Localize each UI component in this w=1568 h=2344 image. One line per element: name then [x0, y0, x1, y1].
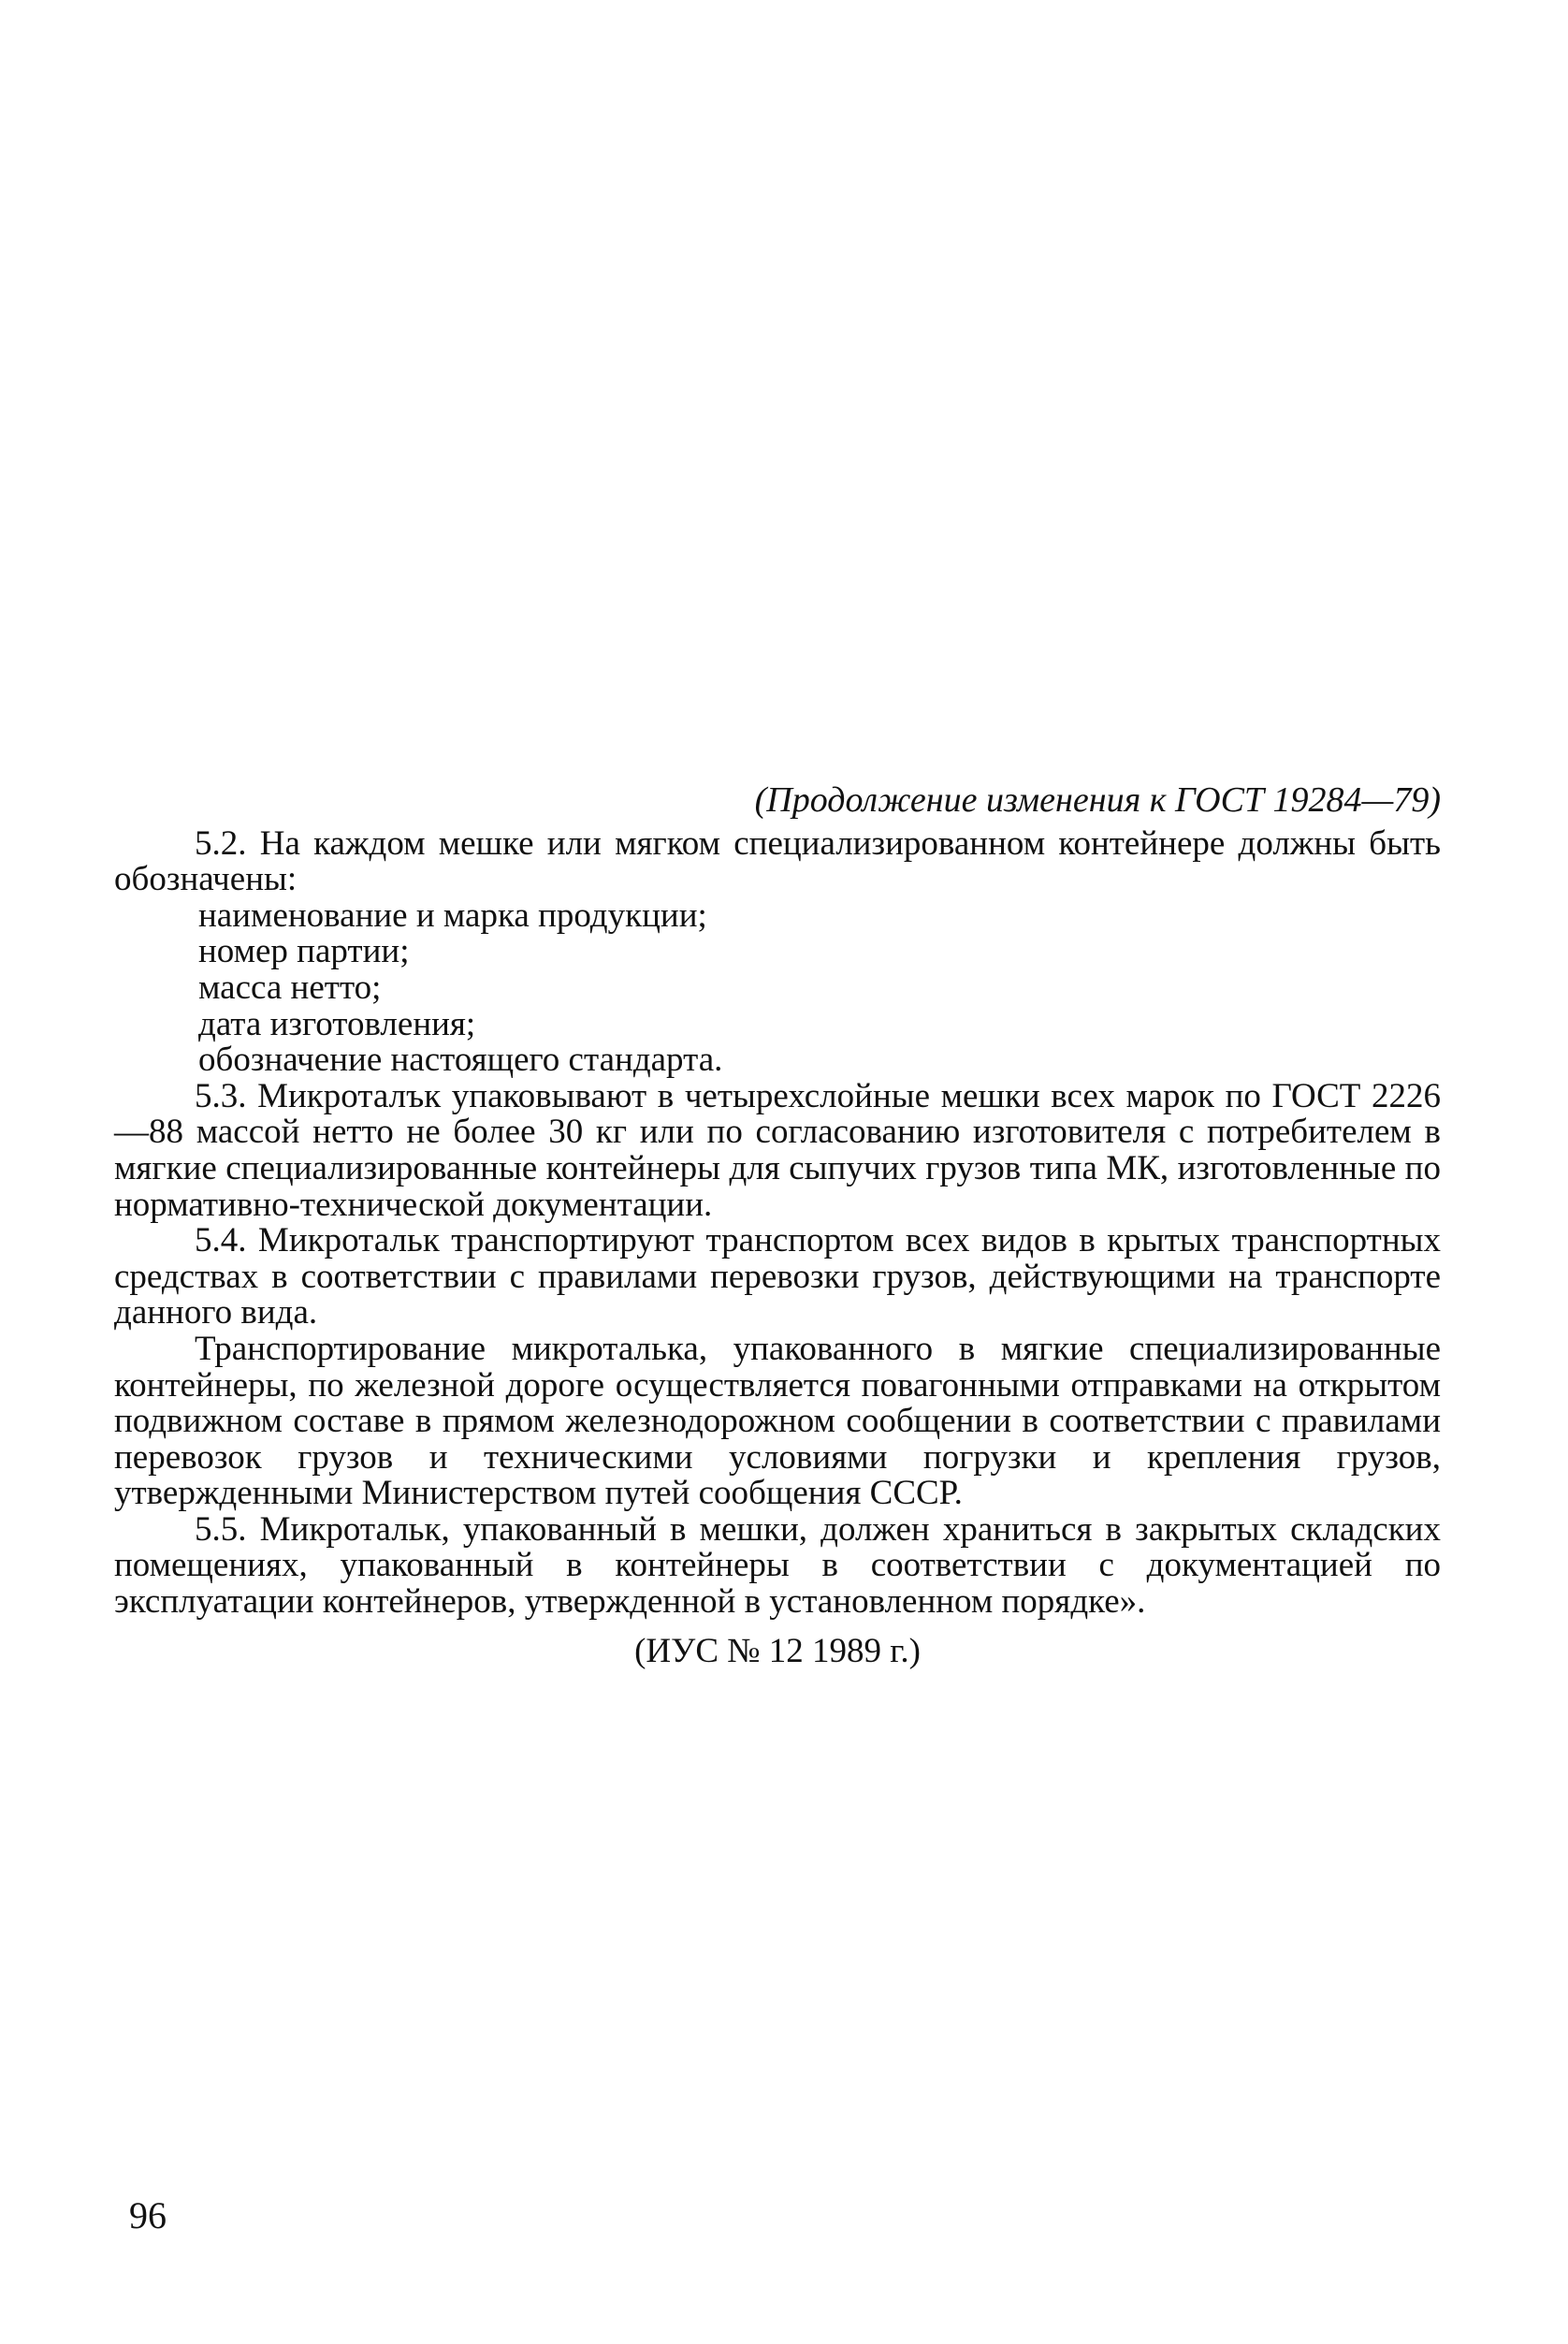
list-item: номер партии; [198, 932, 410, 971]
document-body [114, 782, 1441, 1669]
clause-5-2-intro: 5.2. На каждом мешке или мягком специализированном контейнере должны быть обозначены: [114, 823, 1441, 899]
list-item: наименование и марка продукции; [198, 895, 707, 935]
clause-5-4-continued: Транспортирование микроталька, упакованного в мягкие специализированные контейнеры, по железной дороге осуществляется повагонными отправками на открытом подвижном составе в прямом железнодорожном сообщении в соответствии с правилами перевозок грузов и техническими условиями погрузки и крепления грузов, утвержденными Министерством путей сообщения СССР. [114, 1329, 1441, 1513]
clause-5-5: 5.5. Микротальк, упакованный в мешки, должен храниться в закрытых складских помещениях, упакованный в контейнеры в соответствии с документацией по эксплуатации контейнеров, утвержденной в установленном порядке». [114, 1509, 1441, 1622]
list-item: масса нетто; [198, 968, 382, 1007]
clause-5-4: 5.4. Микротальк транспортируют транспортом всех видов в крытых транспортных средствах в соответствии с правилами перевозки грузов, действующими на транспорте данного вида. [114, 1221, 1441, 1332]
list-item: обозначение настоящего стандарта. [198, 1041, 723, 1080]
page-number: 96 [129, 2194, 167, 2236]
list-item: дата изготовления; [198, 1004, 476, 1043]
clause-5-3: 5.3. Микроталък упаковывают в четырехслойные мешки всех марок по ГОСТ 2226—88 массой нетто не более 30 кг или по согласованию изготовителя с потребителем в мягкие специализированные контейнеры для сыпучих грузов типа МК, изготовленные по нормативно-технической документации. [114, 1076, 1441, 1224]
running-title: (Продолжение изменения к ГОСТ 19284—79) [754, 780, 1441, 820]
reference-note: (ИУС № 12 1989 г.) [634, 1631, 921, 1670]
